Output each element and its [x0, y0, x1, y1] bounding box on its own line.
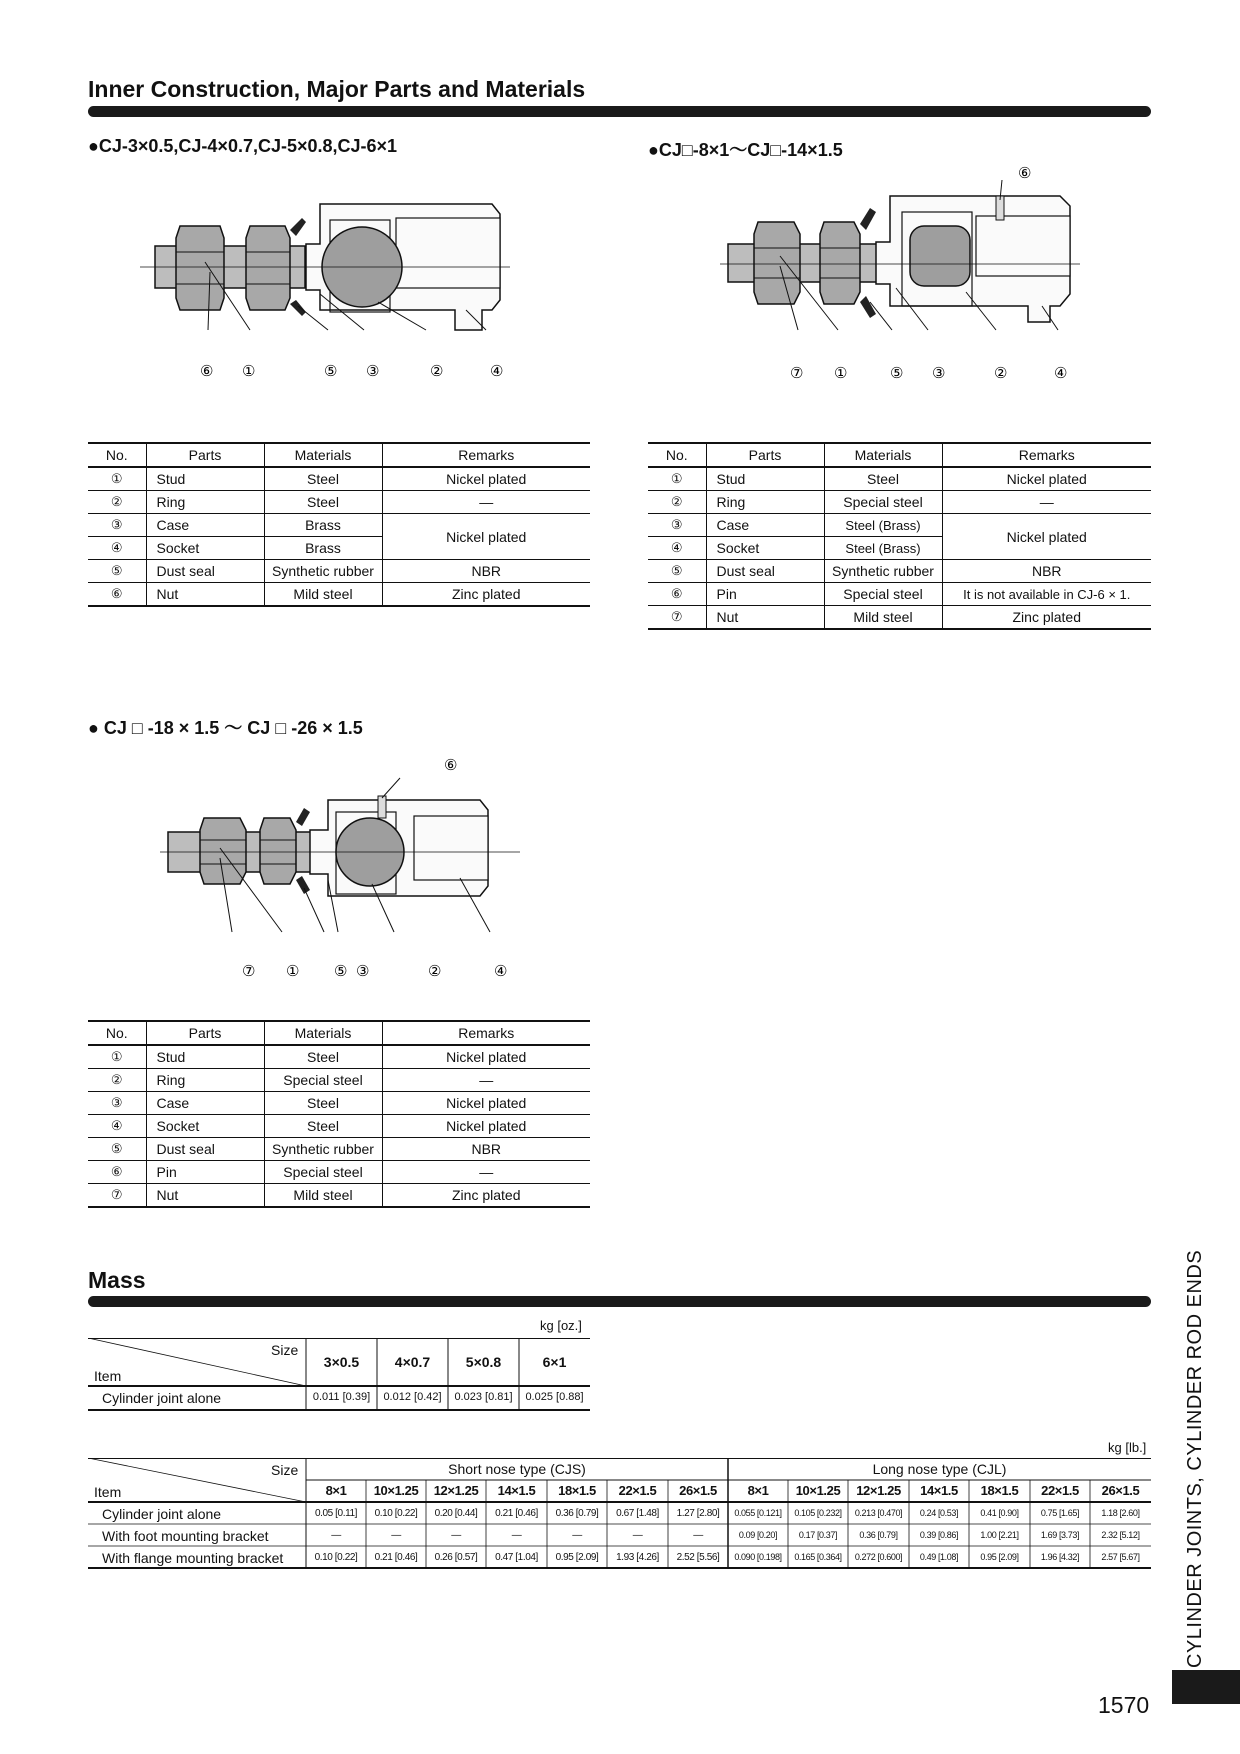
fig1-callout: ③: [366, 363, 380, 380]
size-header: 5×0.8: [465, 1354, 502, 1370]
table-row: ⑥ Pin Special steel It is not available in CJ-6 × 1.: [648, 583, 1151, 606]
section-title: Inner Construction, Major Parts and Materials: [88, 76, 586, 102]
col-header: Materials: [264, 443, 382, 467]
size-label: Size: [271, 1462, 299, 1478]
item-label: Item: [94, 1484, 122, 1500]
col-header: No.: [88, 1021, 146, 1045]
mass-cell: 0.10 [0.22]: [314, 1552, 358, 1563]
mass-cell: 2.32 [5.12]: [1101, 1530, 1140, 1540]
fig1-title: ●CJ-3×0.5,CJ-4×0.7,CJ-5×0.8,CJ-6×1: [88, 136, 398, 156]
mass-table-small: [88, 1338, 590, 1412]
size-header: 26×1.5: [1101, 1483, 1140, 1498]
fig1-callout: ①: [242, 363, 256, 380]
fig3-construction-drawing: [160, 752, 520, 984]
size-header: 10×1.25: [795, 1483, 841, 1498]
table-row: ⑦ Nut Mild steel Zinc plated: [648, 606, 1151, 630]
mass-cell: 0.011 [0.39]: [312, 1391, 371, 1403]
mass-cell: 0.95 [2.09]: [555, 1552, 599, 1563]
table-row: ④ Socket Steel Nickel plated: [88, 1115, 590, 1138]
fig2-callout: ④: [1054, 365, 1068, 382]
size-label: Size: [271, 1342, 299, 1358]
size-header: 6×1: [542, 1354, 567, 1370]
parts-table-1: [88, 442, 590, 607]
mass-cell: 0.023 [0.81]: [454, 1391, 513, 1403]
mass-cell: 0.21 [0.46]: [495, 1508, 538, 1519]
mass-cell: 0.47 [1.04]: [495, 1552, 538, 1563]
mass-cell: 1.18 [2.60]: [1101, 1508, 1140, 1518]
fig2-callout: ②: [994, 365, 1008, 382]
mass-cell: 0.26 [0.57]: [434, 1552, 478, 1563]
col-header: Remarks: [382, 1021, 590, 1045]
table-row: ③ Case Steel Nickel plated: [88, 1092, 590, 1115]
mass-cell: 1.27 [2.80]: [676, 1508, 720, 1519]
table-row: ③ Case Steel (Brass) Nickel plated: [648, 514, 1151, 537]
fig1-callout: ②: [430, 363, 444, 380]
fig3-callout: ④: [494, 963, 508, 980]
col-header: No.: [88, 443, 146, 467]
mass-cell: —: [331, 1530, 341, 1541]
table-row: ⑤ Dust seal Synthetic rubber NBR: [88, 560, 590, 583]
mass-cell: 0.213 [0.470]: [854, 1508, 903, 1518]
mass-cell: 1.93 [4.26]: [616, 1552, 659, 1563]
short-nose-group: Short nose type (CJS): [448, 1461, 586, 1477]
table-row: ① Stud Steel Nickel plated: [88, 467, 590, 491]
long-nose-group: Long nose type (CJL): [872, 1461, 1007, 1477]
mass-table-large: [88, 1458, 1151, 1578]
table-row: ② Ring Special steel —: [88, 1069, 590, 1092]
mass-cell: 1.00 [2.21]: [980, 1530, 1019, 1540]
col-header: Materials: [824, 443, 942, 467]
size-header: 22×1.5: [1041, 1483, 1079, 1498]
mass-cell: 0.090 [0.198]: [734, 1552, 782, 1562]
row-label: With foot mounting bracket: [102, 1528, 269, 1544]
col-header: Parts: [146, 443, 264, 467]
mass-cell: —: [391, 1530, 401, 1541]
table-row: ⑦ Nut Mild steel Zinc plated: [88, 1184, 590, 1208]
size-header: 22×1.5: [618, 1483, 657, 1498]
mass-cell: —: [632, 1530, 643, 1541]
fig3-callout: ①: [286, 963, 300, 980]
mass-cell: 0.36 [0.79]: [555, 1508, 599, 1519]
table-row: ① Stud Steel Nickel plated: [88, 1045, 590, 1069]
fig1-construction-drawing: [140, 190, 520, 390]
mass-cell: 0.21 [0.46]: [374, 1552, 418, 1563]
col-header: Parts: [146, 1021, 264, 1045]
mass-cell: 2.57 [5.67]: [1101, 1552, 1140, 1562]
size-header: 8×1: [747, 1483, 769, 1498]
fig3-callout: ⑤: [334, 963, 348, 980]
col-header: Remarks: [382, 443, 590, 467]
mass-cell: 1.69 [3.73]: [1040, 1530, 1080, 1540]
size-header: 14×1.5: [497, 1483, 536, 1498]
col-header: Remarks: [942, 443, 1151, 467]
size-header: 10×1.25: [373, 1483, 419, 1498]
size-header: 26×1.5: [679, 1483, 717, 1498]
row-label: Cylinder joint alone: [102, 1390, 222, 1406]
table-row: ④ Socket Brass: [88, 537, 590, 560]
fig2-title: ●CJ□-8×1～CJ□-14×1.5: [648, 140, 843, 160]
size-header: 12×1.25: [433, 1483, 479, 1498]
mass-cell: 0.165 [0.364]: [794, 1552, 842, 1562]
fig1-callout: ④: [490, 363, 504, 380]
parts-table-2: [648, 442, 1151, 630]
fig3-callout: ⑦: [242, 963, 256, 980]
mass-cell: 0.39 [0.86]: [919, 1530, 959, 1540]
mass-cell: —: [511, 1530, 522, 1541]
mass-cell: 0.41 [0.90]: [980, 1508, 1019, 1518]
size-header: 14×1.5: [920, 1483, 958, 1498]
section-tab-marker: [1172, 1670, 1240, 1704]
mass-divider: [88, 1296, 1151, 1307]
mass-cell: 0.055 [0.121]: [734, 1508, 782, 1518]
fig2-callout: ③: [932, 365, 946, 382]
parts-table-3: [88, 1020, 590, 1208]
page-number: 1570: [1098, 1692, 1150, 1718]
mass-cell: 0.49 [1.08]: [919, 1552, 959, 1562]
col-header: No.: [648, 443, 706, 467]
table-row: ② Ring Steel —: [88, 491, 590, 514]
mass-cell: 0.17 [0.37]: [798, 1530, 838, 1540]
fig1-callout: ⑤: [324, 363, 338, 380]
mass-cell: 0.20 [0.44]: [434, 1508, 478, 1519]
mass-cell: 0.36 [0.79]: [859, 1530, 898, 1540]
mass-cell: 0.67 [1.48]: [616, 1508, 659, 1519]
size-header: 12×1.25: [856, 1483, 901, 1498]
mass-cell: —: [693, 1530, 703, 1541]
table-row: ⑤ Dust seal Synthetic rubber NBR: [88, 1138, 590, 1161]
table-row: ⑥ Pin Special steel —: [88, 1161, 590, 1184]
mass-cell: 0.05 [0.11]: [314, 1508, 358, 1519]
row-label: Cylinder joint alone: [102, 1506, 222, 1522]
mass-cell: 0.75 [1.65]: [1040, 1508, 1080, 1518]
mass-cell: 0.09 [0.20]: [738, 1530, 778, 1540]
table-row: ② Ring Special steel —: [648, 491, 1151, 514]
mass-unit-2: kg [lb.]: [1108, 1440, 1147, 1455]
size-header: 3×0.5: [323, 1354, 360, 1370]
fig1-callout: ⑥: [200, 363, 214, 380]
mass-title: Mass: [88, 1267, 146, 1293]
mass-cell: 0.95 [2.09]: [980, 1552, 1019, 1562]
fig2-callout: ⑦: [790, 365, 804, 382]
mass-cell: 0.10 [0.22]: [374, 1508, 418, 1519]
side-section-label: CYLINDER JOINTS, CYLINDER ROD ENDS: [1184, 1249, 1206, 1668]
mass-cell: 0.24 [0.53]: [919, 1508, 959, 1518]
mass-cell: 0.272 [0.600]: [854, 1552, 903, 1562]
table-row: ⑥ Nut Mild steel Zinc plated: [88, 583, 590, 607]
size-header: 18×1.5: [558, 1483, 596, 1498]
mass-cell: —: [572, 1530, 582, 1541]
fig3-title: ● CJ □ -18 × 1.5 ～ CJ □ -26 × 1.5: [88, 718, 363, 738]
item-label: Item: [94, 1368, 122, 1384]
table-row: ③ Case Brass Nickel plated: [88, 514, 590, 537]
col-header: Materials: [264, 1021, 382, 1045]
mass-cell: 1.96 [4.32]: [1040, 1552, 1080, 1562]
mass-unit-1: kg [oz.]: [540, 1318, 582, 1333]
fig2-construction-drawing: [720, 160, 1080, 390]
table-row: ④ Socket Steel (Brass): [648, 537, 1151, 560]
table-row: ① Stud Steel Nickel plated: [648, 467, 1151, 491]
mass-cell: —: [451, 1530, 461, 1541]
section-divider: [88, 106, 1151, 117]
size-header: 18×1.5: [980, 1483, 1019, 1498]
mass-cell: 0.025 [0.88]: [525, 1391, 584, 1403]
fig3-callout: ②: [428, 963, 442, 980]
mass-cell: 0.012 [0.42]: [383, 1391, 442, 1403]
col-header: Parts: [706, 443, 824, 467]
size-header: 8×1: [325, 1483, 347, 1498]
fig3-callout: ③: [356, 963, 370, 980]
size-header: 4×0.7: [394, 1354, 431, 1370]
mass-cell: 0.105 [0.232]: [794, 1508, 842, 1518]
table-row: ⑤ Dust seal Synthetic rubber NBR: [648, 560, 1151, 583]
fig3-callout-top: ⑥: [444, 757, 458, 774]
row-label: With flange mounting bracket: [102, 1550, 284, 1566]
fig2-callout-top: ⑥: [1018, 165, 1032, 182]
fig2-callout: ①: [834, 365, 848, 382]
fig2-callout: ⑤: [890, 365, 904, 382]
mass-cell: 2.52 [5.56]: [676, 1552, 720, 1563]
